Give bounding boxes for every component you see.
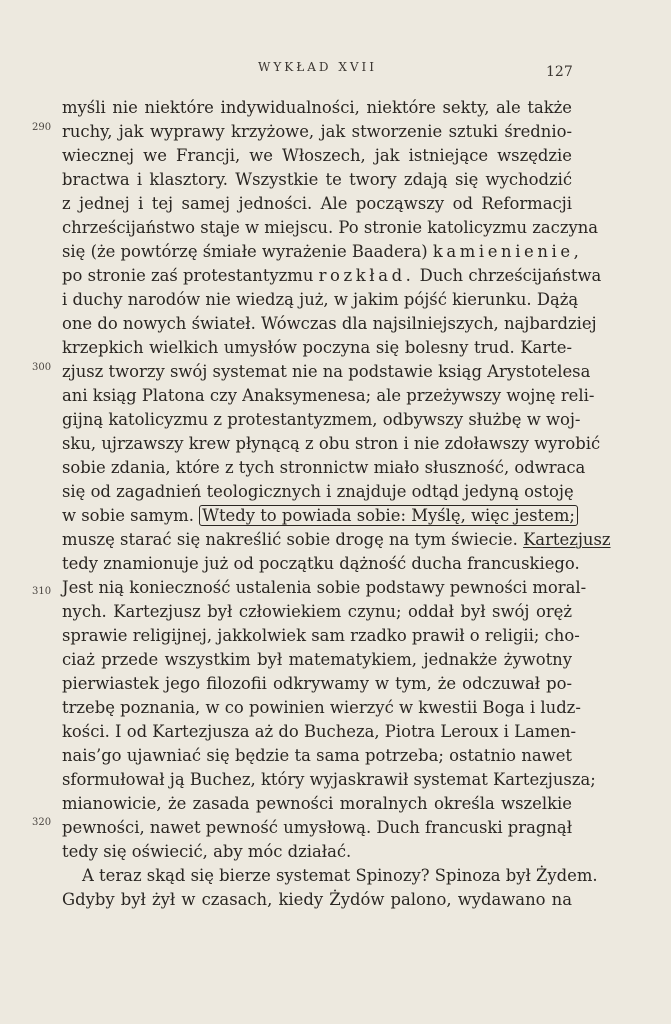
text-segment: po stronie zaś protestantyzmu (62, 266, 319, 285)
underlined-word: Kartezjusz (523, 530, 611, 549)
margin-line-number: 310 (32, 586, 52, 597)
text-line (62, 264, 602, 288)
spaced-emphasis: kamienienie, (432, 242, 583, 261)
text-segment: w sobie samym. (62, 506, 200, 525)
text-line: sformułował ją Buchez, który wyjaskrawił systemat Kartezjusza; (62, 770, 596, 789)
text-segment: Duch chrześcijaństwa (414, 266, 602, 285)
text-line: myśli nie niektóre indywidualności, niektóre sekty, ale także (62, 98, 572, 117)
text-line: pewności, nawet pewność umysłową. Duch francuski pragnął (62, 818, 573, 837)
margin-line-number: 300 (32, 362, 52, 373)
text-line (62, 240, 583, 264)
text-line (62, 528, 611, 552)
text-line: ciaż przede wszystkim był matematykiem, jednakże żywotny (62, 650, 572, 669)
text-segment: muszę starać się nakreślić sobie drogę na tym świecie. (62, 530, 524, 549)
text-line: się od zagadnień teologicznych i znajduje odtąd jedyną ostoję (62, 482, 574, 501)
text-line: krzepkich wielkich umysłów poczyna się bolesny trud. Karte- (62, 338, 572, 357)
text-segment: się (że powtórzę śmiałe wyrażenie Baadera) (62, 242, 433, 261)
margin-line-number: 320 (32, 817, 52, 828)
text-line: kości. I od Kartezjusza aż do Bucheza, Piotra Leroux i Lamen- (62, 722, 577, 741)
text-line: sku, ujrzawszy krew płynącą z obu stron i nie zdoławszy wyrobić (62, 434, 601, 453)
text-line: Jest nią konieczność ustalenia sobie podstawy pewności moral- (62, 578, 587, 597)
boxed-quote: Wtedy to powiada sobie: Myślę, więc jestem; (199, 505, 578, 526)
margin-line-number: 290 (32, 122, 52, 133)
text-line: gijną katolicyzmu z protestantyzmem, odbywszy służbę w woj- (62, 410, 581, 429)
text-line: i duchy narodów nie wiedzą już, w jakim pójść kierunku. Dążą (62, 290, 579, 309)
text-line: one do nowych świateł. Wówczas dla najsilniejszych, najbardziej (62, 314, 597, 333)
text-line: pierwiastek jego filozofii odkrywamy w tym, że odczuwał po- (62, 674, 572, 693)
page-number: 127 (546, 64, 573, 80)
text-line: Gdyby był żył w czasach, kiedy Żydów palono, wydawano na (62, 890, 572, 909)
text-line: zjusz tworzy swój systemat nie na podstawie ksiąg Arystotelesa (62, 362, 591, 381)
text-line: tedy znamionuje już od początku dążność ducha francuskiego. (62, 554, 580, 573)
text-line: tedy się oświecić, aby móc działać. (62, 842, 352, 861)
text-line: wiecznej we Francji, we Włoszech, jak istniejące wszędzie (62, 146, 572, 165)
text-line: bractwa i klasztory. Wszystkie te twory zdają się wychodzić (62, 170, 572, 189)
text-line: sprawie religijnej, jakkolwiek sam rzadko prawił o religii; cho- (62, 626, 580, 645)
text-line: sobie zdania, które z tych stronnictw miało słuszność, odwraca (62, 458, 586, 477)
text-line: trzebę poznania, w co powinien wierzyć w kwestii Boga i ludz- (62, 698, 581, 717)
spaced-emphasis: rozkład. (318, 266, 415, 285)
text-line: mianowicie, że zasada pewności moralnych określa wszelkie (62, 794, 572, 813)
text-line: A teraz skąd się bierze systemat Spinozy? Spinoza był Żydem. (82, 866, 598, 885)
text-line: ruchy, jak wyprawy krzyżowe, jak stworzenie sztuki średnio- (62, 122, 572, 141)
page-header (0, 60, 671, 84)
text-line: nych. Kartezjusz był człowiekiem czynu; oddał był swój oręż (62, 602, 572, 621)
text-line: z jednej i tej samej jedności. Ale począwszy od Reformacji (62, 194, 572, 213)
text-line: nais’go ujawniać się będzie ta sama potrzeba; ostatnio nawet (62, 746, 572, 765)
text-line: chrześcijaństwo staje w miejscu. Po stronie katolicyzmu zaczyna (62, 218, 599, 237)
text-line (62, 504, 575, 528)
text-line: ani ksiąg Platona czy Anaksymenesa; ale przeżywszy wojnę reli- (62, 386, 595, 405)
running-title: WYKŁAD XVII (258, 60, 378, 74)
